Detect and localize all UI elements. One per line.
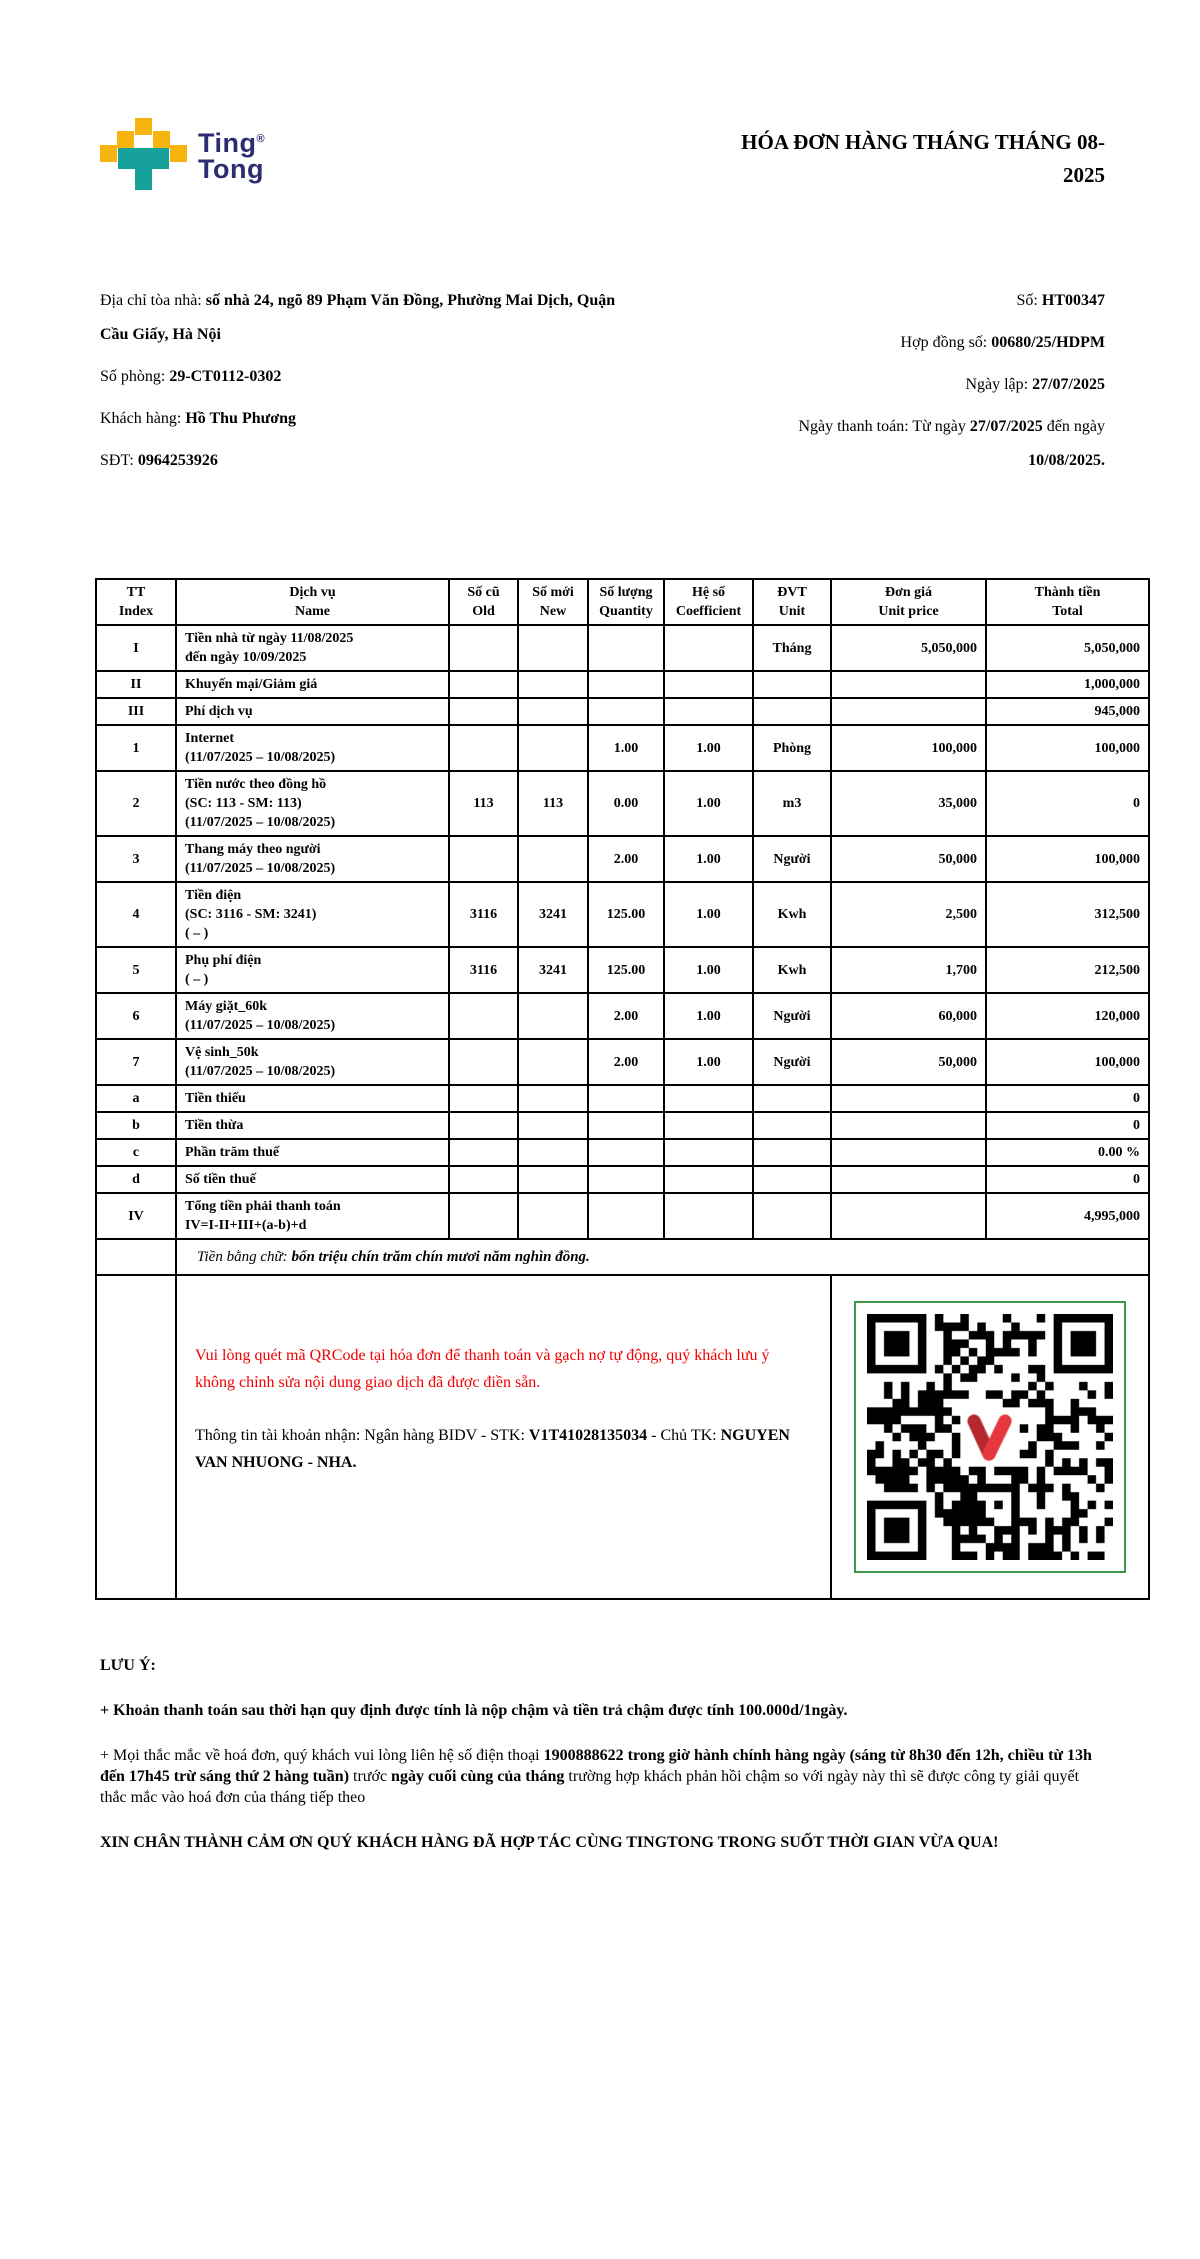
col-header-name: Dịch vụ Name <box>176 579 449 625</box>
registered-mark: ® <box>256 133 266 145</box>
page-content <box>95 0 1148 1853</box>
cell-price: 1,700 <box>831 947 986 993</box>
cell-price: 60,000 <box>831 993 986 1039</box>
issue-date <box>725 368 1105 402</box>
text-run: HT00347 <box>1041 292 1105 309</box>
table-row <box>96 1193 1149 1239</box>
cell-new <box>518 1193 588 1239</box>
cell-coef: 1.00 <box>664 771 753 836</box>
qr-cell <box>831 1275 1149 1599</box>
cell-total: 0 <box>986 1112 1149 1139</box>
cell-old: 3116 <box>449 947 518 993</box>
table-body <box>96 625 1149 1239</box>
cell-unit: Tháng <box>753 625 831 671</box>
text-run: trường hợp khách phản hồi chậm so với ngày này thì sẽ được công ty giải quyết thắc mắc vào hoá đơn của tháng tiếp theo <box>100 1768 1080 1806</box>
cell-unit: Người <box>753 993 831 1039</box>
room-number <box>100 360 645 394</box>
cell-old <box>449 671 518 698</box>
text-run: Hồ Thu Phương <box>185 410 296 427</box>
cell-total: 120,000 <box>986 993 1149 1039</box>
cell-coef: 1.00 <box>664 836 753 882</box>
text-run: XIN CHÂN THÀNH CẢM ƠN QUÝ KHÁCH HÀNG ĐÃ HỢP TÁC CÙNG TINGTONG TRONG SUỐT THỜI GIAN VỪA QUA! <box>100 1834 999 1851</box>
text-run: NGUYEN VAN NHUONG - NHA. <box>195 1427 790 1471</box>
payment-period <box>725 410 1105 478</box>
logo-pixel <box>170 145 187 162</box>
cell-total: 100,000 <box>986 1039 1149 1085</box>
cell-unit <box>753 1193 831 1239</box>
cell-unit: Phòng <box>753 725 831 771</box>
col-header-quantity: Số lượng Quantity <box>588 579 664 625</box>
cell-name: Tiền thiếu <box>176 1085 449 1112</box>
invoice-table <box>95 578 1150 1600</box>
table-row <box>96 625 1149 671</box>
invoice-title <box>585 126 1105 192</box>
hotline-note <box>100 1745 1108 1808</box>
invoice-number <box>725 284 1105 318</box>
cell-unit: Kwh <box>753 882 831 947</box>
cell-unit: Kwh <box>753 947 831 993</box>
cell-total: 5,050,000 <box>986 625 1149 671</box>
bank-account-info <box>195 1422 806 1476</box>
cell-new: 113 <box>518 771 588 836</box>
cell-name: Tổng tiền phải thanh toán IV=I-II+III+(a-b)+d <box>176 1193 449 1239</box>
late-payment-note <box>100 1700 1108 1721</box>
cell-qty: 1.00 <box>588 725 664 771</box>
cell-qty <box>588 698 664 725</box>
cell-total: 4,995,000 <box>986 1193 1149 1239</box>
cell-old <box>449 1139 518 1166</box>
table-row <box>96 771 1149 836</box>
thank-you-note <box>100 1832 1108 1853</box>
cell-qty <box>588 1139 664 1166</box>
table-row <box>96 1112 1149 1139</box>
cell-tt: 1 <box>96 725 176 771</box>
cell-name: Tiền thừa <box>176 1112 449 1139</box>
cell-tt: I <box>96 625 176 671</box>
table-row <box>96 993 1149 1039</box>
cell-price: 5,050,000 <box>831 625 986 671</box>
text-run: + Mọi thắc mắc về hoá đơn, quý khách vui lòng liên hệ số điện thoại <box>100 1747 544 1764</box>
cell-old <box>449 1039 518 1085</box>
text-run: SĐT: <box>100 452 138 469</box>
text-run: đến ngày <box>1042 418 1105 435</box>
invoice-title-line1: HÓA ĐƠN HÀNG THÁNG THÁNG 08- <box>741 130 1105 154</box>
cell-qty: 2.00 <box>588 1039 664 1085</box>
text-run: 10/08/2025. <box>1028 452 1105 469</box>
cell-qty <box>588 1166 664 1193</box>
text-run: - Chủ TK: <box>647 1427 721 1444</box>
cell-qty: 125.00 <box>588 947 664 993</box>
logo-pixel <box>100 145 117 162</box>
text-run: 1900888622 trong giờ hành chính hàng ngày (sáng từ 8h30 đến 12h, chiều từ 13h đến 17h45 trừ sáng thứ 2 hàng tuần) <box>100 1747 1092 1785</box>
text-run: Hợp đồng số: <box>900 334 992 351</box>
cell-tt: 2 <box>96 771 176 836</box>
cell-name: Thang máy theo người (11/07/2025 – 10/08/2025) <box>176 836 449 882</box>
cell-total: 312,500 <box>986 882 1149 947</box>
col-header-new: Số mới New <box>518 579 588 625</box>
cell-price <box>831 671 986 698</box>
logo-pixel <box>118 148 169 169</box>
cell-unit <box>753 1112 831 1139</box>
logo-pixel <box>135 169 152 190</box>
table-row <box>96 671 1149 698</box>
cell-qty: 0.00 <box>588 771 664 836</box>
cell-price <box>831 1166 986 1193</box>
cell-old <box>449 1166 518 1193</box>
cell-old <box>449 1085 518 1112</box>
empty-cell <box>96 1239 176 1275</box>
table-header-row <box>96 579 1149 625</box>
cell-total: 945,000 <box>986 698 1149 725</box>
text-run: Ngày thanh toán: Từ ngày <box>798 418 970 435</box>
cell-unit <box>753 671 831 698</box>
cell-tt: 3 <box>96 836 176 882</box>
cell-price <box>831 1085 986 1112</box>
text-run: 27/07/2025 <box>969 418 1043 435</box>
table-row <box>96 725 1149 771</box>
cell-coef <box>664 1193 753 1239</box>
cell-price: 50,000 <box>831 836 986 882</box>
cell-coef <box>664 1085 753 1112</box>
cell-old <box>449 1193 518 1239</box>
invoice-info <box>95 284 1148 486</box>
tingtong-logo-icon <box>100 118 188 190</box>
cell-coef <box>664 698 753 725</box>
cell-coef: 1.00 <box>664 882 753 947</box>
table-row <box>96 1139 1149 1166</box>
cell-old <box>449 698 518 725</box>
cell-coef <box>664 1139 753 1166</box>
table-footer <box>96 1239 1149 1599</box>
cell-unit <box>753 1139 831 1166</box>
cell-unit: Người <box>753 836 831 882</box>
text-run: + Khoản thanh toán sau thời hạn quy định được tính là nộp chậm và tiền trả chậm được tính 100.000d/1ngày. <box>100 1702 848 1719</box>
col-header-unit: ĐVT Unit <box>753 579 831 625</box>
customer-name <box>100 402 645 436</box>
cell-total: 1,000,000 <box>986 671 1149 698</box>
text-run: Khách hàng: <box>100 410 186 427</box>
col-header-unit-price: Đơn giá Unit price <box>831 579 986 625</box>
tingtong-logo <box>100 118 265 190</box>
header <box>95 0 1148 192</box>
cell-name: Phụ phí điện ( – ) <box>176 947 449 993</box>
col-header-old: Số cũ Old <box>449 579 518 625</box>
cell-qty <box>588 1112 664 1139</box>
cell-old <box>449 725 518 771</box>
table-row <box>96 1085 1149 1112</box>
cell-old <box>449 625 518 671</box>
logo-wordmark <box>198 126 265 182</box>
cell-tt: b <box>96 1112 176 1139</box>
text-run: bốn triệu chín trăm chín mươi năm nghìn đồng. <box>291 1248 590 1265</box>
cell-new <box>518 671 588 698</box>
cell-price <box>831 1112 986 1139</box>
cell-price: 2,500 <box>831 882 986 947</box>
cell-qty <box>588 1085 664 1112</box>
cell-unit: Người <box>753 1039 831 1085</box>
text-run: Số: <box>1016 292 1042 309</box>
cell-unit: m3 <box>753 771 831 836</box>
cell-new <box>518 1166 588 1193</box>
cell-new <box>518 1039 588 1085</box>
empty-cell <box>96 1275 176 1599</box>
cell-coef: 1.00 <box>664 725 753 771</box>
cell-coef: 1.00 <box>664 1039 753 1085</box>
logo-word-ting: Ting <box>198 128 257 158</box>
cell-new <box>518 625 588 671</box>
footer-notes <box>100 1655 1108 1853</box>
cell-price: 50,000 <box>831 1039 986 1085</box>
cell-new <box>518 993 588 1039</box>
payment-qr-code <box>867 1314 1113 1560</box>
cell-tt: III <box>96 698 176 725</box>
logo-pixel <box>117 131 134 148</box>
text-run: 27/07/2025 <box>1032 376 1105 393</box>
cell-tt: IV <box>96 1193 176 1239</box>
cell-name: Phần trăm thuế <box>176 1139 449 1166</box>
cell-new <box>518 1085 588 1112</box>
cell-total: 0 <box>986 771 1149 836</box>
qr-code-box <box>854 1301 1126 1573</box>
cell-new <box>518 698 588 725</box>
customer-phone <box>100 444 645 478</box>
cell-price <box>831 698 986 725</box>
cell-name: Tiền điện (SC: 3116 - SM: 3241) ( – ) <box>176 882 449 947</box>
cell-total: 100,000 <box>986 836 1149 882</box>
cell-tt: 4 <box>96 882 176 947</box>
cell-name: Tiền nước theo đồng hồ (SC: 113 - SM: 113) (11/07/2025 – 10/08/2025) <box>176 771 449 836</box>
cell-tt: a <box>96 1085 176 1112</box>
cell-name: Tiền nhà từ ngày 11/08/2025 đến ngày 10/09/2025 <box>176 625 449 671</box>
cell-coef <box>664 671 753 698</box>
cell-price: 35,000 <box>831 771 986 836</box>
customer-info <box>100 284 645 486</box>
cell-total: 212,500 <box>986 947 1149 993</box>
text-run: Thông tin tài khoản nhận: Ngân hàng BIDV - STK: <box>195 1427 529 1444</box>
cell-total: 0 <box>986 1166 1149 1193</box>
cell-name: Phí dịch vụ <box>176 698 449 725</box>
cell-unit <box>753 698 831 725</box>
cell-new <box>518 725 588 771</box>
text-run: 0964253926 <box>137 452 218 469</box>
cell-price: 100,000 <box>831 725 986 771</box>
cell-name: Internet (11/07/2025 – 10/08/2025) <box>176 725 449 771</box>
cell-coef <box>664 1166 753 1193</box>
cell-tt: II <box>96 671 176 698</box>
col-header-total: Thành tiền Total <box>986 579 1149 625</box>
cell-old <box>449 993 518 1039</box>
cell-total: 100,000 <box>986 725 1149 771</box>
invoice-title-line2: 2025 <box>1063 163 1105 187</box>
col-header-index: TT Index <box>96 579 176 625</box>
text-run: ngày cuối cùng của tháng <box>391 1768 565 1785</box>
cell-old <box>449 836 518 882</box>
cell-old: 113 <box>449 771 518 836</box>
cell-name: Máy giặt_60k (11/07/2025 – 10/08/2025) <box>176 993 449 1039</box>
cell-coef <box>664 625 753 671</box>
text-run: 29-CT0112-0302 <box>169 368 282 385</box>
payment-instructions-cell <box>176 1275 831 1599</box>
notes-heading: LƯU Ý: <box>100 1657 156 1674</box>
qr-scan-instruction: Vui lòng quét mã QRCode tại hóa đơn để thanh toán và gạch nợ tự động, quý khách lưu ý không chỉnh sửa nội dung giao dịch đã được điền sẵn. <box>195 1347 770 1391</box>
amount-in-words-row <box>96 1239 1149 1275</box>
qr-row <box>96 1275 1149 1599</box>
cell-coef: 1.00 <box>664 993 753 1039</box>
cell-old: 3116 <box>449 882 518 947</box>
cell-tt: d <box>96 1166 176 1193</box>
table-row <box>96 882 1149 947</box>
cell-new: 3241 <box>518 947 588 993</box>
cell-qty <box>588 671 664 698</box>
text-run: 00680/25/HDPM <box>991 334 1105 351</box>
invoice-meta <box>725 284 1105 486</box>
cell-qty: 125.00 <box>588 882 664 947</box>
table-row <box>96 836 1149 882</box>
cell-qty: 2.00 <box>588 993 664 1039</box>
table-row <box>96 947 1149 993</box>
cell-new <box>518 836 588 882</box>
cell-old <box>449 1112 518 1139</box>
cell-tt: c <box>96 1139 176 1166</box>
amount-in-words <box>176 1239 1149 1275</box>
cell-qty: 2.00 <box>588 836 664 882</box>
cell-price <box>831 1193 986 1239</box>
cell-name: Khuyến mại/Giảm giá <box>176 671 449 698</box>
cell-coef: 1.00 <box>664 947 753 993</box>
cell-qty <box>588 1193 664 1239</box>
cell-qty <box>588 625 664 671</box>
cell-tt: 6 <box>96 993 176 1039</box>
logo-word-tong: Tong <box>198 154 264 184</box>
cell-unit <box>753 1166 831 1193</box>
cell-total: 0 <box>986 1085 1149 1112</box>
text-run: Ngày lập: <box>965 376 1033 393</box>
text-run: số nhà 24, ngõ 89 Phạm Văn Đồng, Phường Mai Dịch, Quận Cầu Giấy, Hà Nội <box>100 292 616 343</box>
logo-pixel <box>153 131 170 148</box>
cell-total: 0.00 % <box>986 1139 1149 1166</box>
cell-name: Số tiền thuế <box>176 1166 449 1193</box>
building-address <box>100 284 645 352</box>
table-row <box>96 1039 1149 1085</box>
cell-tt: 7 <box>96 1039 176 1085</box>
logo-pixel <box>135 118 152 135</box>
contract-number <box>725 326 1105 360</box>
cell-new <box>518 1139 588 1166</box>
cell-tt: 5 <box>96 947 176 993</box>
cell-name: Vệ sinh_50k (11/07/2025 – 10/08/2025) <box>176 1039 449 1085</box>
cell-new <box>518 1112 588 1139</box>
text-run: Địa chỉ tòa nhà: <box>100 292 206 309</box>
cell-price <box>831 1139 986 1166</box>
text-run: V1T41028135034 <box>528 1427 648 1444</box>
text-run: trước <box>349 1768 392 1785</box>
text-run: Số phòng: <box>100 368 170 385</box>
cell-new: 3241 <box>518 882 588 947</box>
table-row <box>96 1166 1149 1193</box>
cell-coef <box>664 1112 753 1139</box>
text-run: Tiền bằng chữ: <box>197 1248 292 1265</box>
table-row <box>96 698 1149 725</box>
col-header-coefficient: Hệ số Coefficient <box>664 579 753 625</box>
cell-unit <box>753 1085 831 1112</box>
